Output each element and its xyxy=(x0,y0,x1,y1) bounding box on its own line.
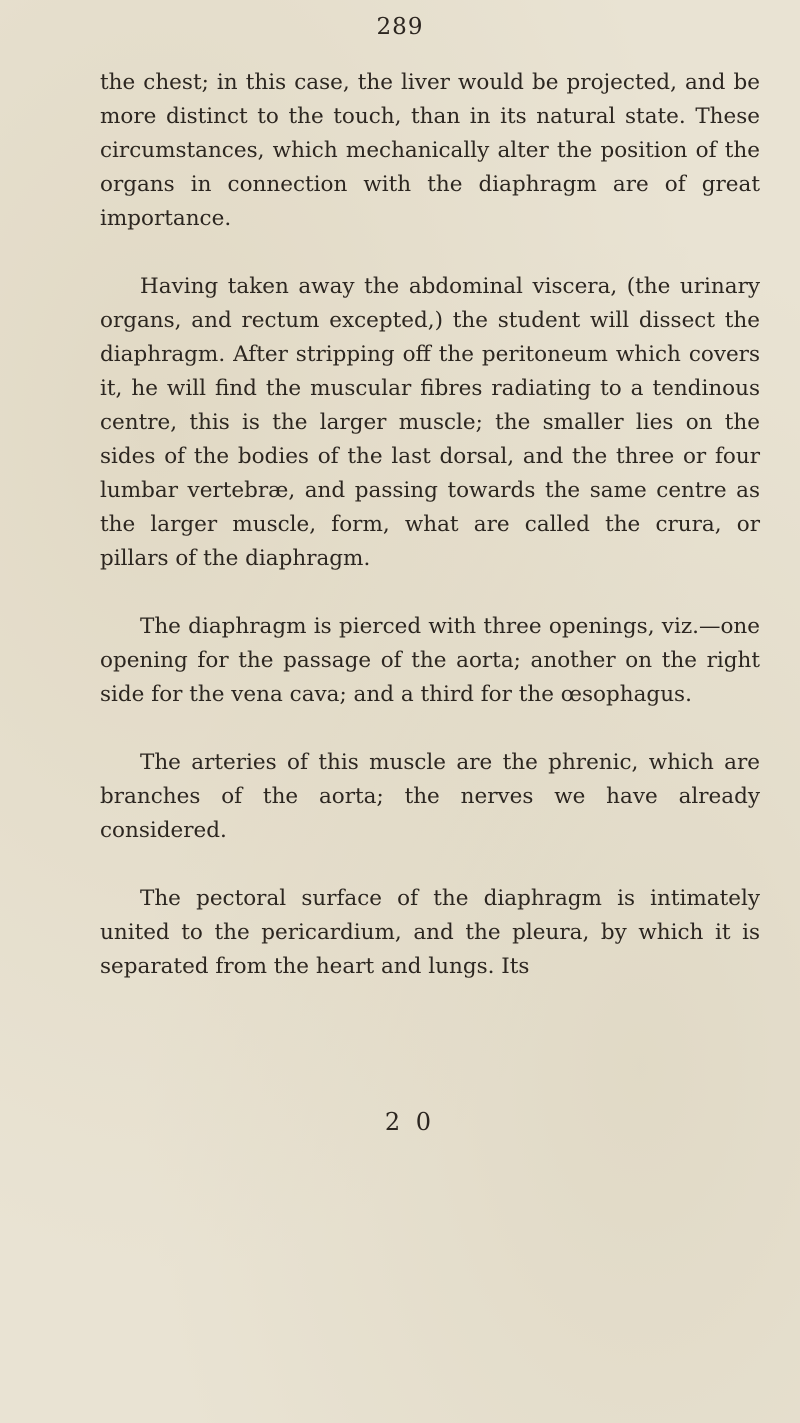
paragraph-2: Having taken away the abdominal viscera, (the urinary organs, and rectum excepted,) the student will dissect the diaphragm. After stripping off the peritoneum which covers it, he will find the muscular fibres radiating to a tendinous centre, this is the larger muscle; the smaller lies on the sides of the bodies of the last dorsal, and the three or four lumbar vertebræ, and passing towards the same centre as the larger muscle, form, what are called the crura, or pillars of the diaphragm. xyxy=(100,274,760,571)
signature-mark: 2 0 xyxy=(384,1108,436,1136)
paragraph-4: The arteries of this muscle are the phrenic, which are branches of the aorta; the nerves we have already considered. xyxy=(100,750,760,843)
paragraph-1: the chest; in this case, the liver would be projected, and be more distinct to the touch, than in its natural state. These circumstances, which mechanically alter the position of the organs in connection with the diaphragm are of great importance. xyxy=(100,70,760,231)
body-text xyxy=(100,66,760,984)
paragraph-5: The pectoral surface of the diaphragm is intimately united to the pericardium, and the pleura, by which it is separated from the heart and lungs. Its xyxy=(100,886,760,979)
page-number: 289 xyxy=(376,14,424,40)
paragraph-3: The diaphragm is pierced with three openings, viz.—one opening for the passage of the aorta; another on the right side for the vena cava; and a third for the œsophagus. xyxy=(100,614,760,707)
